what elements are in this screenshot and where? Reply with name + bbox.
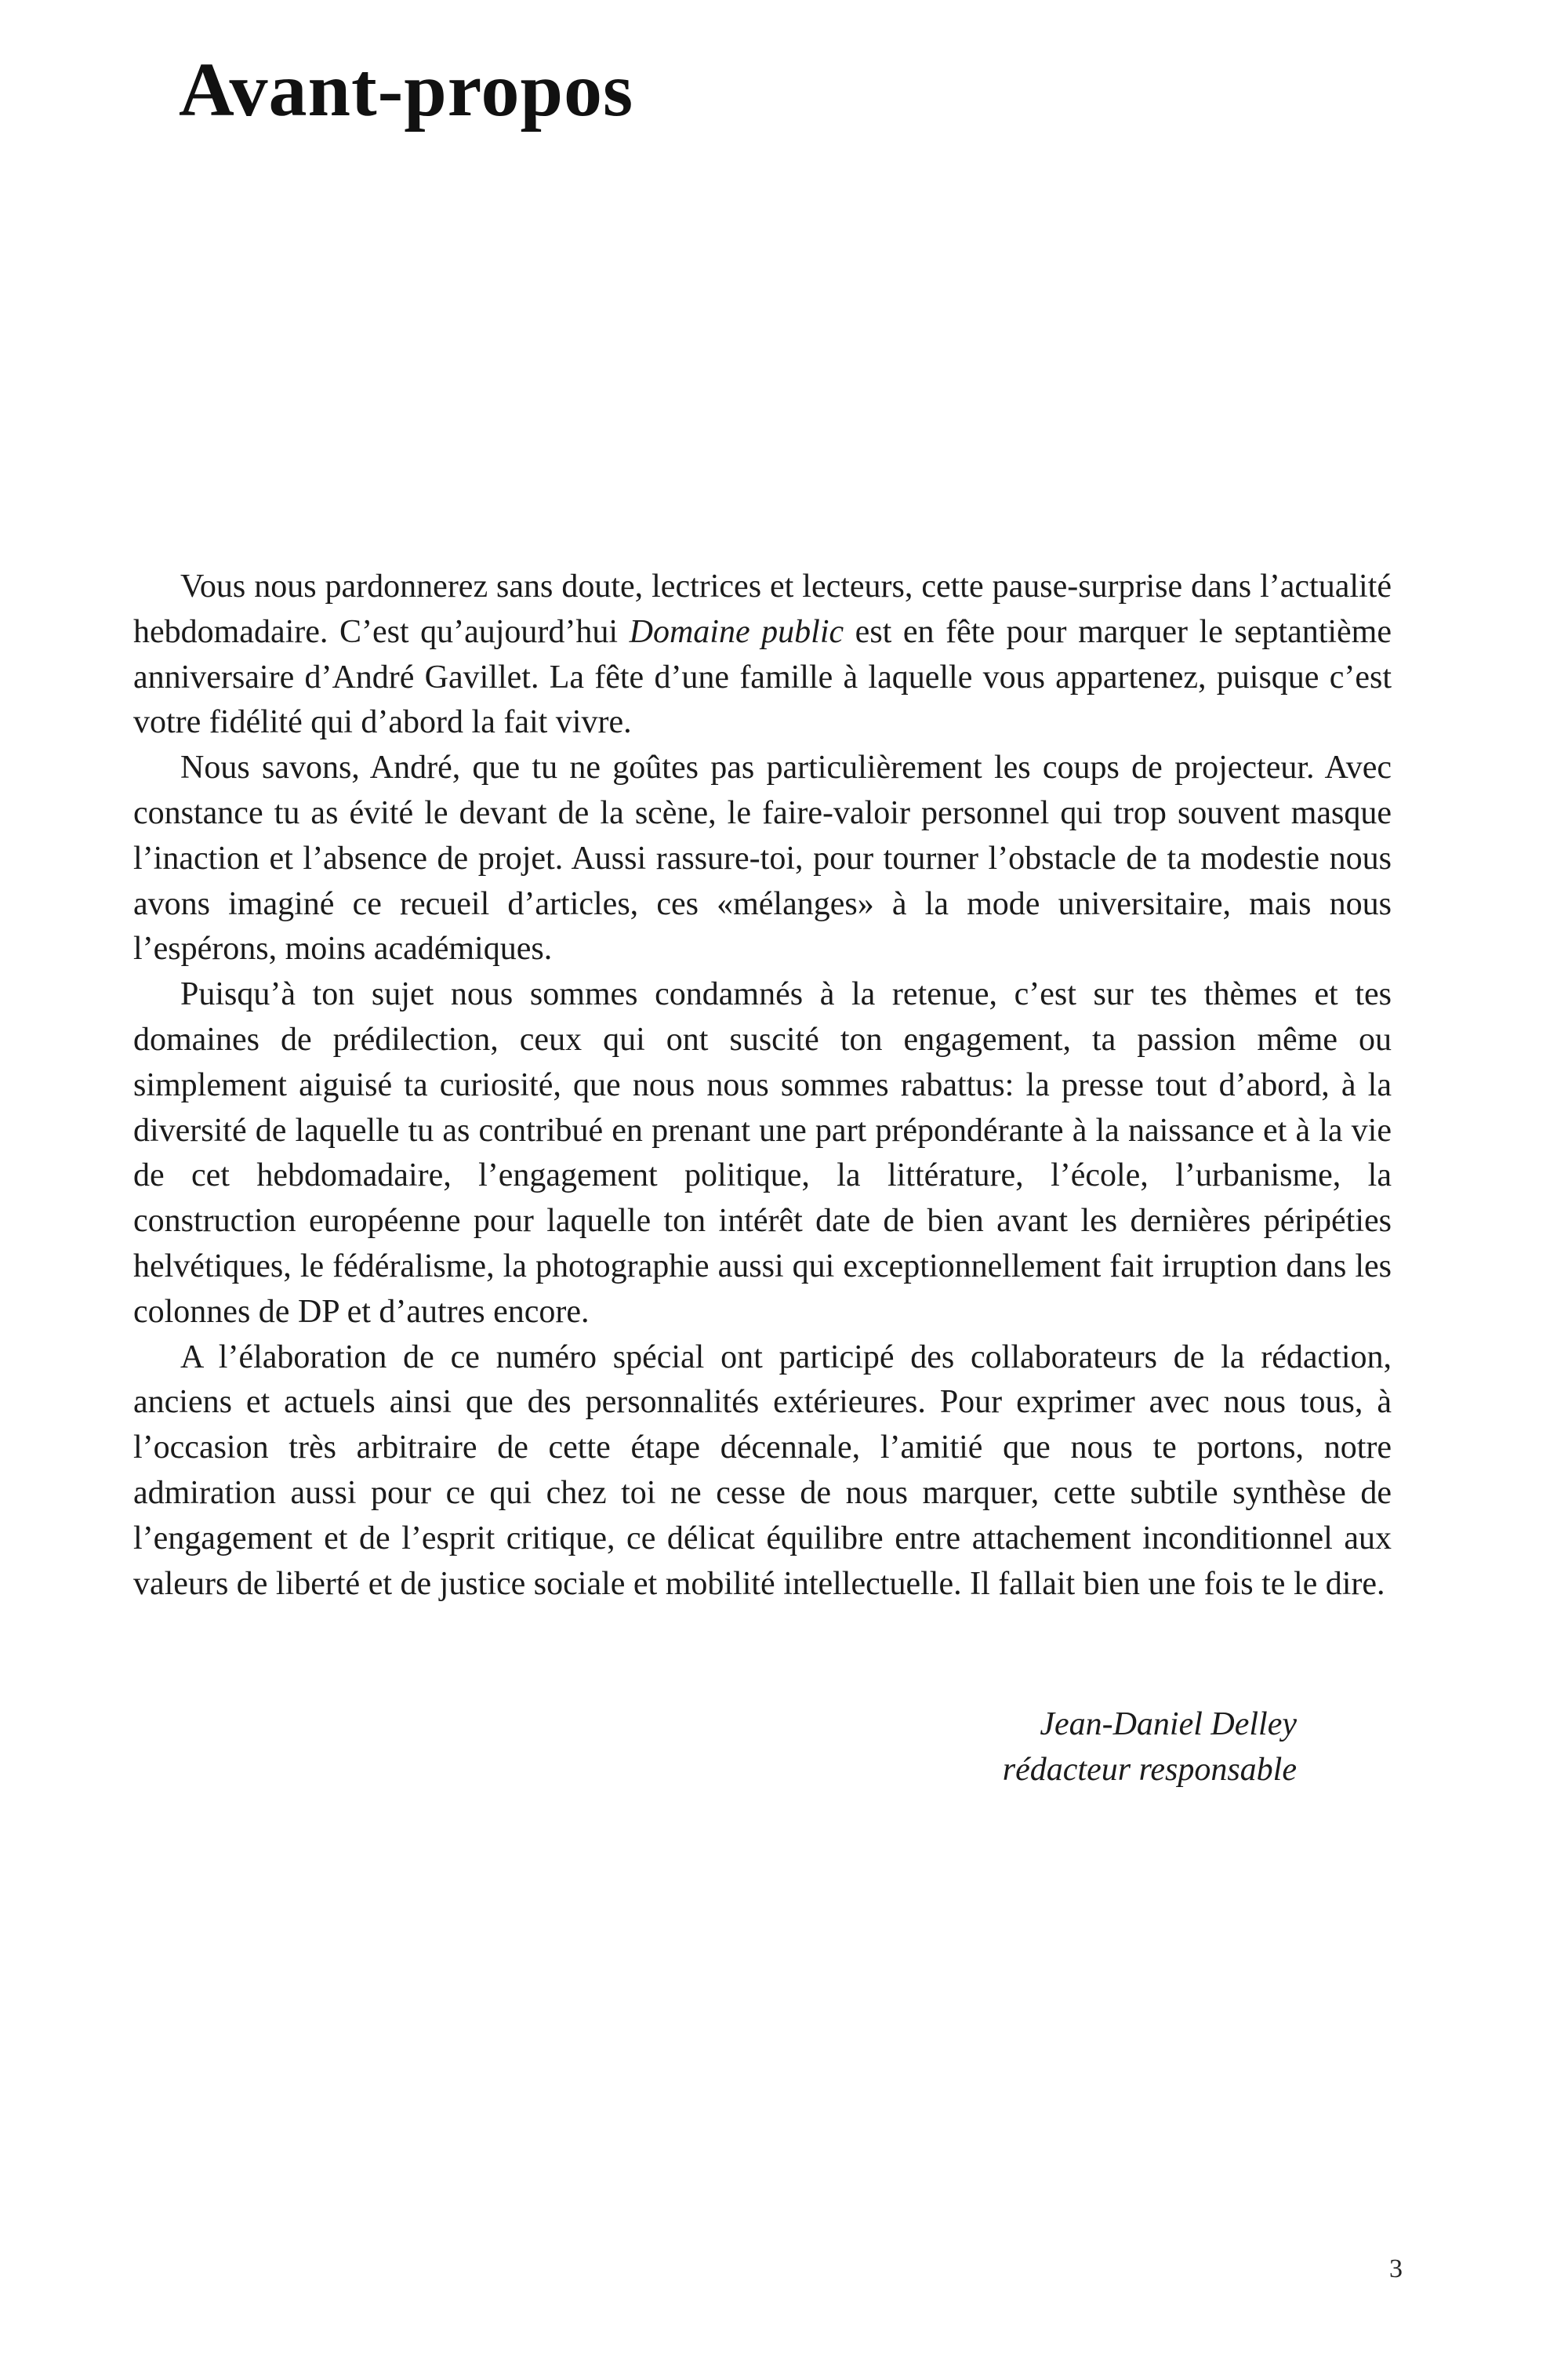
article-body <box>133 565 1392 1607</box>
publication-name: Domaine public <box>629 613 844 650</box>
paragraph-contributors: A l’élaboration de ce numéro spécial ont participé des collaborateurs de la rédaction, anciens et actuels ainsi que des personnalités extérieures. Pour exprimer avec nous tous, à l’occasion très arbitraire de cette étape décennale, l’amitié que nous te portons, notre admiration aussi pour ce qui chez toi ne cesse de nous marquer, cette subtile synthèse de l’engagement et de l’esprit critique, ce délicat équilibre entre attachement inconditionnel aux valeurs de liberté et de justice sociale et mobilité intellectuelle. Il fallait bien une fois te le dire. <box>133 1339 1392 1602</box>
paragraph-intro-text-start: Vous nous pardonnerez sans doute, lectrices et lecteurs, cette pause-surprise dans l’actualité hebdomadaire. C’est qu’aujourd’hui <box>133 568 1392 650</box>
signature-block <box>1003 1702 1297 1793</box>
paragraph-intro-text-end: est en fête pour marquer le septantième anniversaire d’André Gavillet. La fête d’une famille à laquelle vous appartenez, puisque c’est votre fidélité qui d’abord la fait vivre. <box>133 613 1392 741</box>
signature-role: rédacteur responsable <box>1002 1752 1297 1788</box>
paragraph-themes: Puisqu’à ton sujet nous sommes condamnés à la retenue, c’est sur tes thèmes et tes domaines de prédilection, ceux qui ont suscité ton engagement, ta passion même ou simplement aiguisé ta curiosité, que nous nous sommes rabattus: la presse tout d’abord, à la diversité de laquelle tu as contribué en prenant une part prépondérante à la naissance et à la vie de cet hebdomadaire, l’engagement politique, la littérature, l’école, l’urbanisme, la construction européenne pour laquelle ton intérêt date de bien avant les dernières péripéties helvétiques, le fédéralisme, la photographie aussi qui exceptionnellement fait irruption dans les colonnes de DP et d’autres encore. <box>133 976 1392 1330</box>
page-number: 3 <box>1389 2254 1403 2283</box>
signature-name: Jean-Daniel Delley <box>1040 1706 1297 1742</box>
page-title: Avant-propos <box>179 48 634 133</box>
paragraph-address: Nous savons, André, que tu ne goûtes pas particulièrement les coups de projecteur. Avec constance tu as évité le devant de la scène, le faire-valoir personnel qui trop souvent masque l’inaction et l’absence de projet. Aussi rassure-toi, pour tourner l’obstacle de ta modestie nous avons imaginé ce recueil d’articles, ces «mélanges» à la mode universitaire, mais nous l’espérons, moins académiques. <box>133 750 1392 968</box>
paragraph-intro <box>133 565 1392 746</box>
